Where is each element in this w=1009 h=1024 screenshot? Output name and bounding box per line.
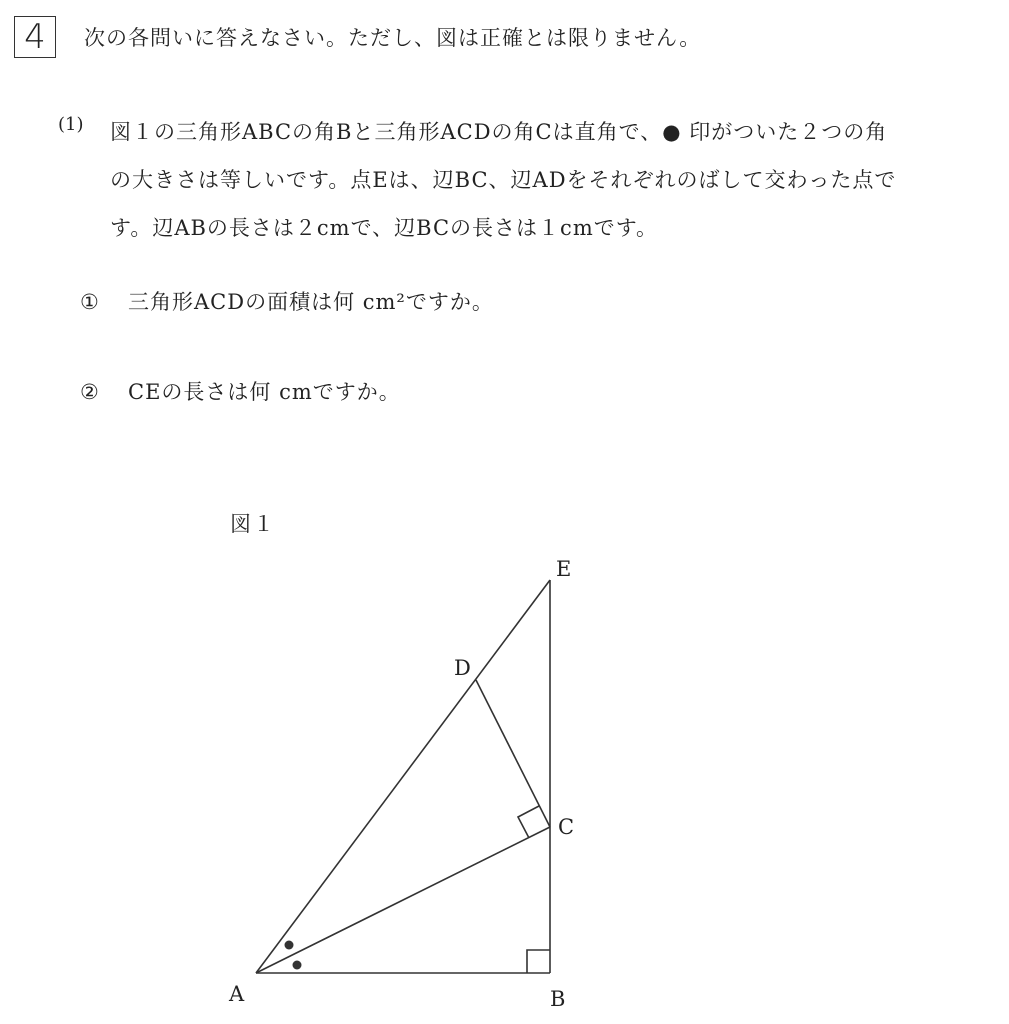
problem-line-1: 図１の三角形ABCの角Bと三角形ACDの角Cは直角で、● 印がついた２つの角 (110, 120, 888, 144)
segment-DC (476, 680, 550, 827)
point-label-D: D (454, 656, 471, 680)
angle-dot-upper (285, 941, 294, 950)
point-label-B: B (550, 987, 566, 1011)
sub-question-1-text: 三角形ACDの面積は何 cm²ですか。 (128, 290, 494, 314)
angle-dot-lower (293, 961, 302, 970)
question-instruction: 次の各問いに答えなさい。ただし、図は正確とは限りません。 (84, 26, 702, 50)
problem-line-3: す。辺ABの長さは２cmで、辺BCの長さは１cmです。 (110, 216, 659, 240)
figure-label: 図１ (230, 512, 276, 536)
point-label-A: A (229, 982, 245, 1006)
segment-AC (256, 827, 550, 973)
question-number: 4 (24, 17, 46, 57)
point-label-E: E (556, 557, 572, 581)
segment-AE (256, 580, 550, 973)
right-angle-mark-B (527, 950, 550, 973)
problem-line-2: の大きさは等しいです。点Eは、辺BC、辺ADをそれぞれのばして交わった点で (110, 168, 897, 192)
point-label-C: C (558, 815, 575, 839)
sub-question-1-mark: ① (80, 290, 100, 314)
sub-question-2-mark: ② (80, 380, 100, 404)
sub-question-2-text: CEの長さは何 cmですか。 (128, 380, 401, 404)
part-label: (1) (58, 114, 84, 135)
